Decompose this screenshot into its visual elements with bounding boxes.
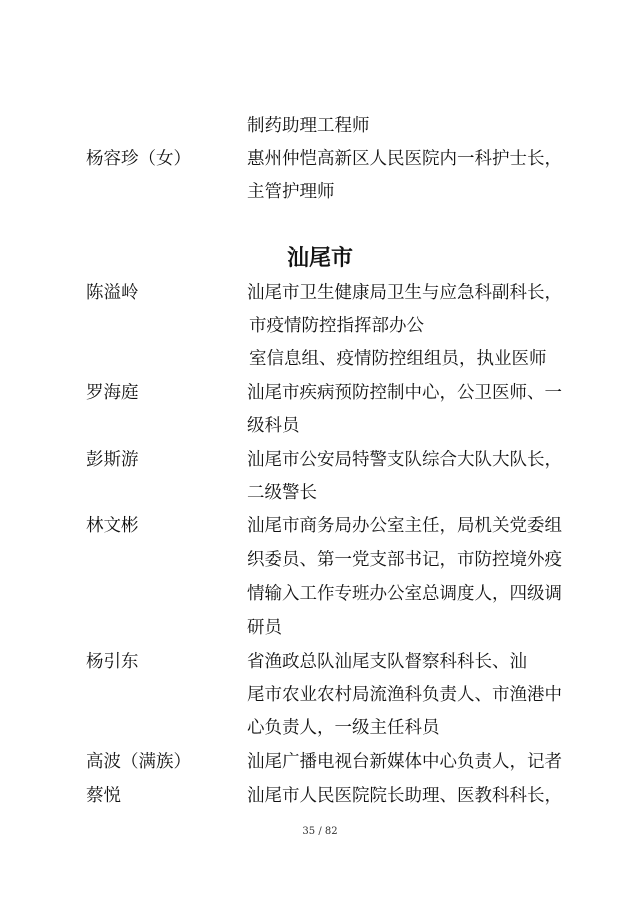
entry-name: 杨引东 xyxy=(86,652,139,672)
entry-name: 彭斯游 xyxy=(86,450,139,470)
entry-name: 陈溢岭 xyxy=(86,283,139,303)
entry-name: 蔡悦 xyxy=(86,786,121,806)
entry-text: 主管护理师 xyxy=(247,182,335,202)
entry-text: 汕尾广播电视台新媒体中心负责人，记者 xyxy=(247,752,562,772)
entry-text: 情输入工作专班办公室总调度人，四级调 xyxy=(247,584,562,604)
page-separator: / xyxy=(318,826,322,837)
entry-name: 高波（满族） xyxy=(86,752,191,772)
entry-name: 罗海庭 xyxy=(86,383,139,403)
entry-text: 汕尾市商务局办公室主任，局机关党委组 xyxy=(247,516,562,536)
entry-text: 室信息组、疫情防控组组员，执业医师 xyxy=(249,349,547,369)
entry-text: 汕尾市疾病预防控制中心，公卫医师、一 xyxy=(247,383,562,403)
entry-text: 制药助理工程师 xyxy=(247,116,370,136)
entry-text: 汕尾市卫生健康局卫生与应急科副科长， xyxy=(247,283,562,303)
entry-text: 研员 xyxy=(247,618,282,638)
entry-name: 杨容珍（女） xyxy=(86,149,191,169)
entry-text: 心负责人，一级主任科员 xyxy=(247,718,440,738)
entry-text: 二级警长 xyxy=(247,483,317,503)
entry-text: 市疫情防控指挥部办公 xyxy=(249,316,424,336)
section-title: 汕尾市 xyxy=(286,246,353,271)
entry-text: 尾市农业农村局流渔科负责人、市渔港中 xyxy=(247,685,562,705)
entry-text: 级科员 xyxy=(247,416,300,436)
entry-text: 汕尾市公安局特警支队综合大队大队长， xyxy=(247,450,562,470)
page-number xyxy=(0,826,640,838)
total-pages: 82 xyxy=(324,826,338,837)
entry-text: 织委员、第一党支部书记，市防控境外疫 xyxy=(247,550,562,570)
current-page: 35 xyxy=(302,826,316,837)
entry-text: 惠州仲恺高新区人民医院内一科护士长， xyxy=(247,149,562,169)
entry-text: 省渔政总队汕尾支队督察科科长、汕 xyxy=(247,652,527,672)
entry-name: 林文彬 xyxy=(86,516,139,536)
entry-text: 汕尾市人民医院院长助理、医教科科长， xyxy=(247,786,562,806)
